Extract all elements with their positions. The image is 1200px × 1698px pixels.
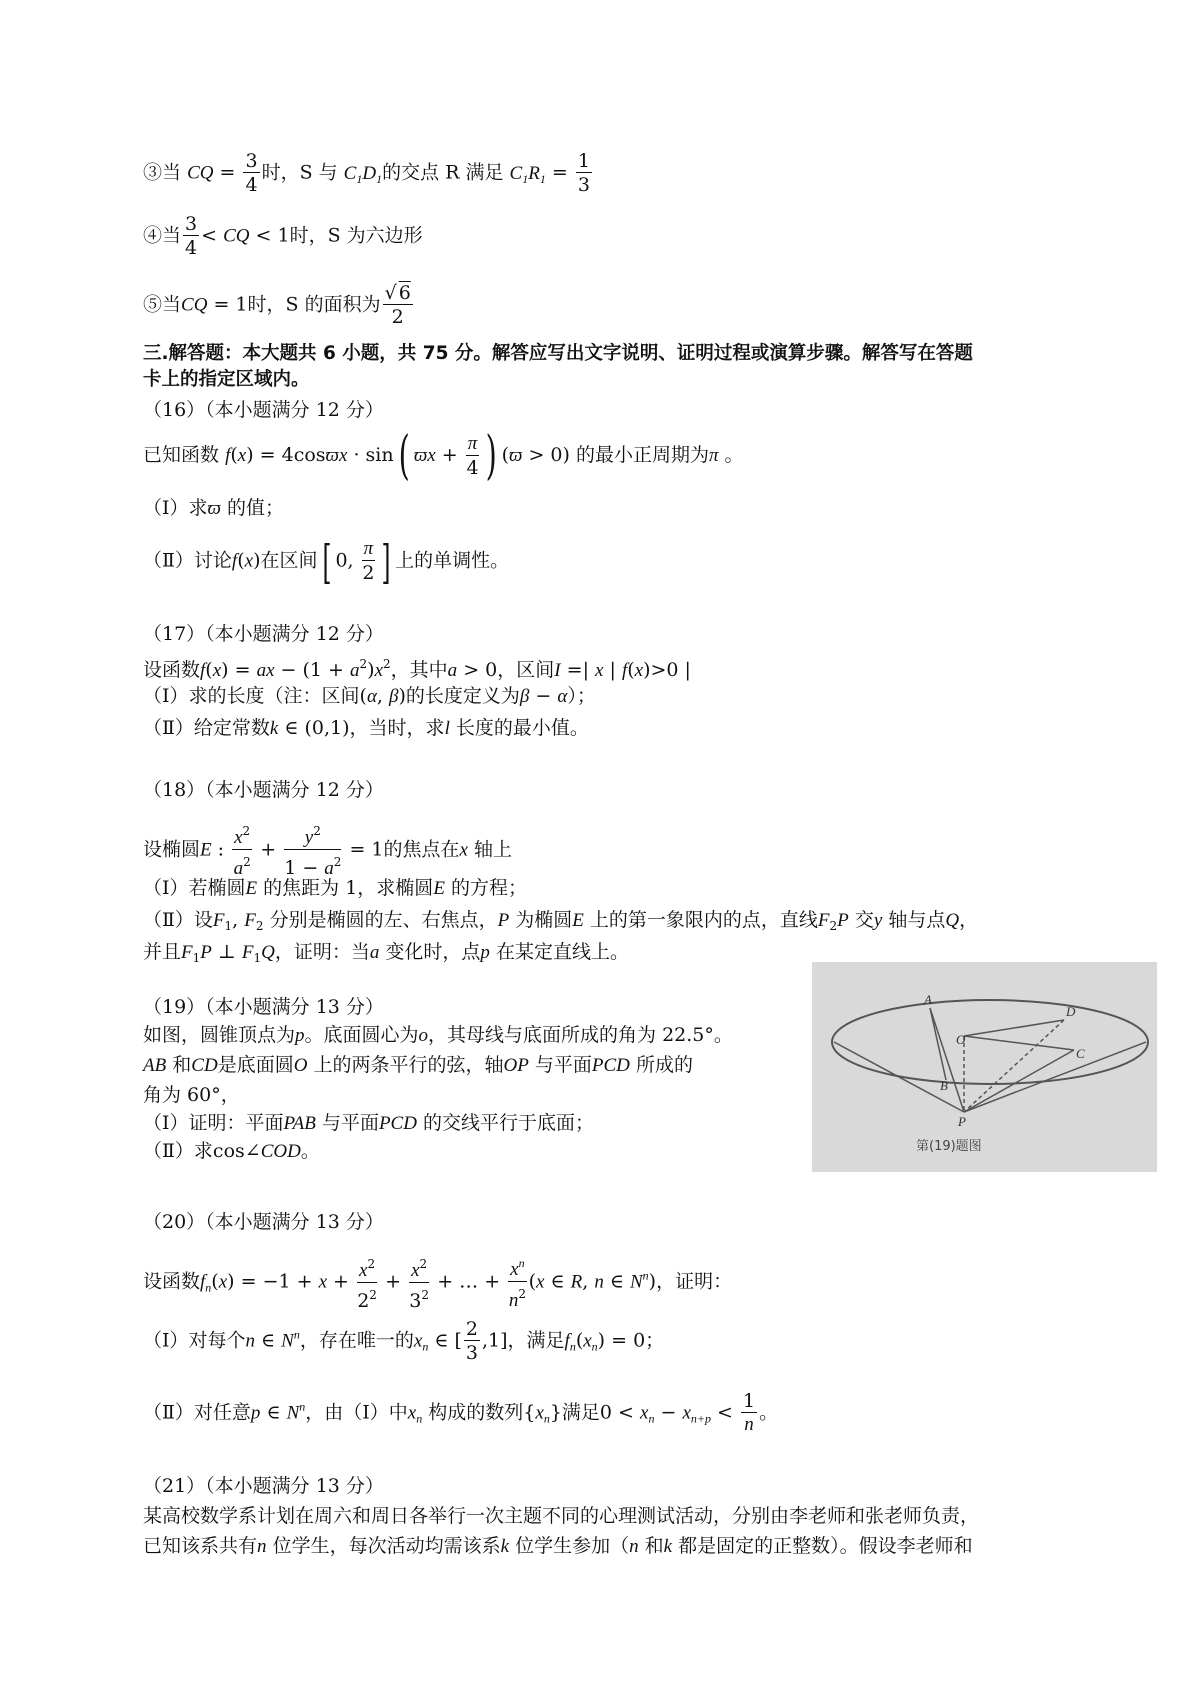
section-heading: 三.解答题：本大题共 6 小题，共 75 分。解答应写出文字说明、证明过程或演算步骤。解答写在答题: [143, 343, 973, 364]
q17-head: （17）（本小题满分 12 分）: [143, 623, 384, 645]
cone-figure: [812, 962, 1157, 1172]
figure-label: B: [940, 1078, 948, 1093]
q18-line3: 并且$F_1P$ ⊥ $F_1Q$，证明：当a 变化时，点p 在某定直线上。: [143, 941, 629, 965]
item-4: ④当 $\frac{3}{4}$ < CQ < 1时，S 为六边形: [143, 213, 423, 259]
q21-head: （21）（本小题满分 13 分）: [143, 1475, 384, 1497]
q18-part2: （Ⅱ）设$F_1$, $F_2$ 分别是椭圆的左、右焦点，P 为椭圆E 上的第一象限内的点，直线$F_2P$ 交y 轴与点Q，: [143, 909, 979, 933]
q19-line2: AB 和CD是底面圆O 上的两条平行的弦，轴OP 与平面PCD 所成的: [143, 1054, 693, 1076]
section-heading-cont: 卡上的指定区域内。: [143, 369, 310, 390]
figure-label: C: [1076, 1046, 1085, 1061]
fraction: $\frac{1}{3}$: [577, 150, 590, 196]
math: $C_1R_1$: [509, 162, 546, 186]
fraction: $\frac{3}{4}$: [185, 213, 198, 259]
q16-part1: （Ⅰ）求ϖ 的值；: [143, 497, 284, 519]
q20-part1: （Ⅰ）对每个n ∈ $N^n$，存在唯一的$x_n$ ∈ [ $\frac{2}{3}$ ,1]，满足$f_n(x_n) = 0$；: [143, 1318, 665, 1364]
q16-head: （16）（本小题满分 12 分）: [143, 399, 384, 421]
figure-label: O: [956, 1032, 966, 1047]
q17-part1: （Ⅰ）求的长度（注：区间(α, β)的长度定义为β − α）；: [143, 685, 596, 707]
q20-head: （20）（本小题满分 13 分）: [143, 1211, 384, 1233]
q21-line1: 某高校数学系计划在周六和周日各举行一次主题不同的心理测试活动，分别由李老师和张老师负责，: [143, 1505, 980, 1527]
q21-line2: 已知该系共有n 位学生，每次活动均需该系k 位学生参加（n 和k 都是固定的正整数）。假设李老师和: [143, 1535, 973, 1557]
math: $C_1D_1$: [343, 162, 383, 186]
q19-part2: （Ⅱ）求cos∠COD。: [143, 1140, 320, 1162]
fraction: $\frac{3}{4}$: [245, 150, 258, 196]
figure-caption: 第(19)题图: [916, 1139, 982, 1154]
q19-part1: （Ⅰ）证明：平面PAB 与平面PCD 的交线平行于底面；: [143, 1112, 595, 1134]
q18-head: （18）（本小题满分 12 分）: [143, 779, 384, 801]
fraction: $\frac{√ 6}{2}$: [384, 282, 411, 328]
q17-stem: 设函数f(x) = ax − $(1 + a^2)x^2$，其中a > 0，区间I =| x | f(x)>0 |: [143, 657, 691, 681]
cone-diagram: [812, 962, 1157, 1172]
q20-stem: 设函数$f_n(x) = -1 + x$ + $\frac{x^2}{2^2}$ + $\frac{x^2}{3^2}$ + … + $\frac{x^n}{n^2}$ (x ∈ R, n ∈ $N^n$)，证明：: [143, 1252, 732, 1313]
figure-label: P: [958, 1114, 966, 1129]
item-5: ⑤当CQ = 1时，S 的面积为 $\frac{√ 6}{2}$: [143, 282, 411, 328]
q18-part1: （Ⅰ）若椭圆E 的焦距为 1，求椭圆E 的方程；: [143, 877, 527, 899]
q19-line1: 如图，圆锥顶点为p。底面圆心为o，其母线与底面所成的角为 22.5°。: [143, 1024, 733, 1046]
math: CQ: [187, 162, 214, 184]
q19-head: （19）（本小题满分 13 分）: [143, 996, 384, 1018]
figure-label: A: [924, 992, 932, 1007]
figure-label: D: [1066, 1004, 1076, 1019]
q16-stem: 已知函数 f(x) = 4cosϖx · sin( ϖx + $\frac{\pi}{4}$ ) (ϖ > 0) 的最小正周期为π 。: [143, 426, 744, 486]
q19-line3: 角为 60°，: [143, 1084, 240, 1106]
q17-part2: （Ⅱ）给定常数k ∈ (0,1)，当时，求l 长度的最小值。: [143, 717, 589, 739]
item-3: ③当 CQ = $\frac{3}{4}$ 时，S 与 $C_1D_1$的交点 R 满足 $C_1R_1$ = $\frac{1}{3}$: [143, 150, 590, 196]
q20-part2: （Ⅱ）对任意p ∈ $N^n$，由（Ⅰ）中$x_n$ 构成的数列$\{x_n\}$满足$0 < x_n - x_{n+p}$ < $\frac{1}{n}$ 。: [143, 1390, 779, 1435]
q16-part2: （Ⅱ）讨论f(x)在区间[ 0, $\frac{\pi}{2}$ ] 上的单调性。: [143, 534, 510, 589]
q18-stem: 设椭圆E : $\frac{x^2}{a^2}$ + $\frac{y^2}{1 - a^2}$ = 1的焦点在x 轴上: [143, 820, 512, 881]
